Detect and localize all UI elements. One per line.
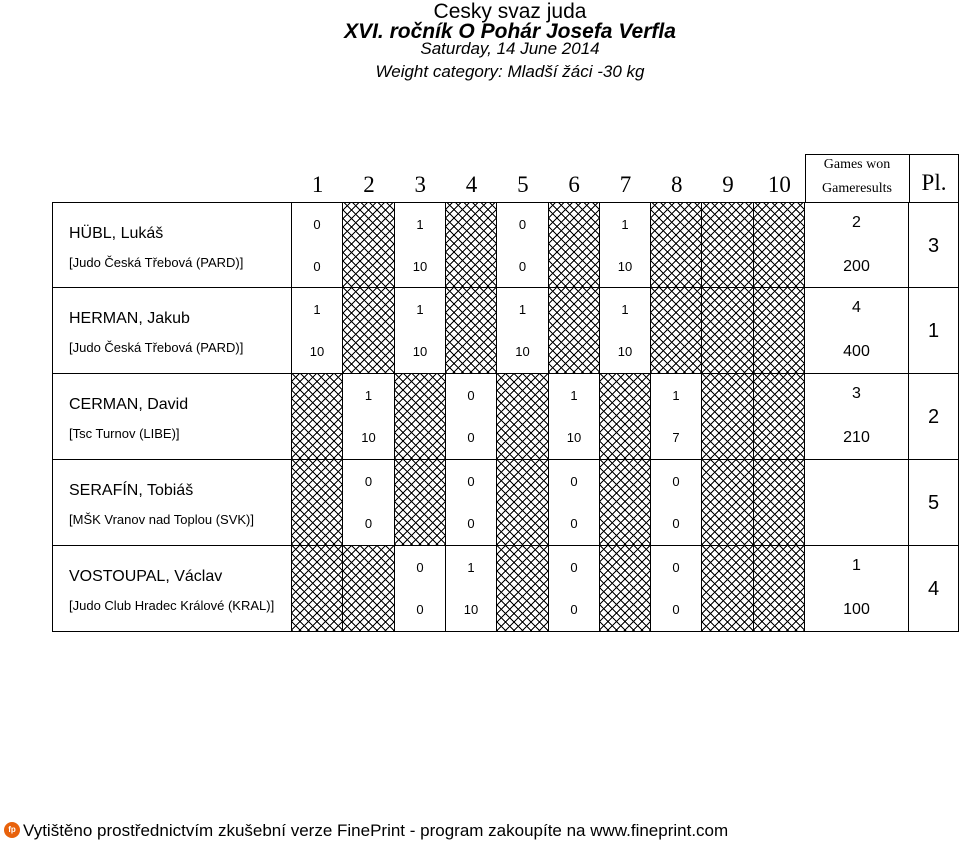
match-score: 0 [570, 602, 578, 617]
column-numbers [292, 172, 805, 200]
match-cell [549, 546, 600, 632]
competitor-club: [MŠK Vranov nad Toplou (SVK)] [69, 512, 254, 527]
match-win: 0 [364, 474, 373, 489]
table-row [52, 460, 959, 546]
column-number: 4 [465, 172, 478, 197]
competitor-club: [Judo Česká Třebová (PARD)] [69, 340, 244, 355]
match-cell [395, 288, 446, 374]
games-won-label: Games won [823, 157, 891, 172]
column-number: 8 [670, 172, 683, 197]
organization-title: Cesky svaz juda [433, 0, 587, 23]
blocked-cell [754, 374, 805, 460]
competitor-name: VOSTOUPAL, Václav [69, 568, 223, 585]
match-cell [549, 460, 600, 546]
match-cell [343, 374, 395, 460]
match-win: 0 [672, 560, 680, 575]
column-number: 6 [568, 172, 580, 197]
competitor-club: [Tsc Turnov (LIBE)] [69, 426, 180, 441]
match-win: 0 [467, 388, 475, 403]
blocked-cell [395, 460, 446, 546]
blocked-cell [497, 374, 549, 460]
match-score: 0 [313, 259, 321, 274]
match-score: 10 [361, 430, 376, 445]
match-cell [395, 546, 446, 632]
match-cell [651, 460, 702, 546]
gameresults-label: Gameresults [822, 181, 892, 196]
blocked-cell [497, 460, 549, 546]
blocked-cell [651, 202, 702, 288]
blocked-cell [343, 202, 395, 288]
blocked-cell [292, 546, 343, 632]
match-win: 0 [672, 474, 680, 489]
match-score: 10 [617, 344, 633, 359]
footer-text: Vytištěno prostřednictvím zkušební verze FinePrint - program zakoupíte na www.fineprint.com [23, 821, 729, 840]
table-row [52, 374, 959, 460]
tournament-title: XVI. ročník O Pohár Josefa Verfla [344, 20, 676, 43]
place-value: 3 [909, 202, 959, 288]
blocked-cell [702, 374, 754, 460]
games-won-cell [805, 374, 909, 460]
match-score: 10 [566, 430, 582, 445]
blocked-cell [651, 288, 702, 374]
blocked-cell [292, 374, 343, 460]
match-score: 0 [570, 516, 578, 531]
blocked-cell [754, 288, 805, 374]
match-cell [497, 202, 549, 288]
match-score: 0 [672, 602, 680, 617]
place-header: Pl. [909, 154, 959, 202]
blocked-cell [702, 288, 754, 374]
match-score: 10 [463, 602, 479, 617]
games-won-value: 3 [852, 385, 861, 402]
match-cell [446, 460, 497, 546]
match-win: 0 [570, 560, 578, 575]
match-win: 0 [570, 474, 578, 489]
competitor-name: CERMAN, David [69, 396, 189, 413]
blocked-cell [549, 202, 600, 288]
match-win: 0 [518, 217, 527, 232]
blocked-cell [497, 546, 549, 632]
blocked-cell [395, 374, 446, 460]
place-value: 1 [909, 288, 959, 374]
blocked-cell [343, 288, 395, 374]
games-won-value: 1 [852, 557, 861, 574]
games-won-cell [805, 460, 909, 546]
gameresults-value: 210 [843, 429, 870, 446]
competitor-cell [52, 202, 292, 288]
match-win: 1 [621, 217, 629, 232]
match-win: 0 [313, 217, 321, 232]
gameresults-value: 200 [843, 258, 870, 275]
competitor-cell [52, 288, 292, 374]
column-number: 7 [619, 172, 632, 197]
blocked-cell [446, 288, 497, 374]
footer [0, 820, 960, 842]
match-score: 0 [416, 602, 424, 617]
match-cell [292, 288, 343, 374]
competitor-name: HÜBL, Lukáš [69, 225, 164, 242]
competitor-cell [52, 546, 292, 632]
games-won-cell [805, 546, 909, 632]
match-score: 0 [467, 516, 475, 531]
match-win: 1 [672, 388, 680, 403]
match-score: 10 [412, 259, 428, 274]
column-number: 3 [414, 172, 426, 197]
match-score: 10 [412, 344, 428, 359]
blocked-cell [446, 202, 497, 288]
place-value: 2 [909, 374, 959, 460]
blocked-cell [754, 546, 805, 632]
competitor-club: [Judo Česká Třebová (PARD)] [69, 255, 244, 270]
match-win: 1 [621, 302, 629, 317]
match-cell [600, 288, 651, 374]
match-win: 1 [364, 388, 373, 403]
games-won-value: 2 [852, 214, 861, 231]
games-won-cell [805, 288, 909, 374]
blocked-cell [754, 202, 805, 288]
weight-category: Weight category: Mladší žáci -30 kg [375, 62, 645, 81]
games-won-value: 4 [852, 299, 861, 316]
column-number: 9 [722, 172, 734, 197]
blocked-cell [702, 546, 754, 632]
blocked-cell [549, 288, 600, 374]
match-score: 7 [672, 430, 680, 445]
column-number: 5 [517, 172, 529, 197]
match-win: 1 [313, 302, 321, 317]
competitor-name: HERMAN, Jakub [69, 310, 190, 327]
games-won-cell [805, 202, 909, 288]
match-win: 1 [416, 302, 424, 317]
match-score: 10 [617, 259, 633, 274]
match-cell [343, 460, 395, 546]
blocked-cell [600, 374, 651, 460]
column-number: 10 [767, 172, 791, 197]
match-score: 0 [364, 516, 373, 531]
match-win: 0 [416, 560, 424, 575]
table-row [52, 546, 959, 632]
blocked-cell [702, 460, 754, 546]
match-cell [600, 202, 651, 288]
column-number: 2 [363, 172, 375, 197]
match-score: 0 [518, 259, 527, 274]
competitor-club: [Judo Club Hradec Králové (KRAL)] [69, 598, 275, 613]
blocked-cell [754, 460, 805, 546]
table-row [52, 288, 959, 374]
tournament-date: Saturday, 14 June 2014 [420, 39, 600, 58]
match-cell [446, 546, 497, 632]
match-score: 10 [309, 344, 325, 359]
match-win: 0 [467, 474, 475, 489]
competitor-cell [52, 374, 292, 460]
blocked-cell [600, 460, 651, 546]
competitor-cell [52, 460, 292, 546]
match-cell [651, 546, 702, 632]
gameresults-value: 400 [843, 343, 870, 360]
competitor-name: SERAFÍN, Tobiáš [69, 482, 194, 499]
match-cell [395, 202, 446, 288]
place-value: 4 [909, 546, 959, 632]
match-win: 1 [416, 217, 424, 232]
match-cell [497, 288, 549, 374]
match-cell [549, 374, 600, 460]
match-win: 1 [518, 302, 527, 317]
match-score: 10 [515, 344, 530, 359]
table-row [52, 202, 959, 288]
match-win: 1 [467, 560, 475, 575]
match-cell [446, 374, 497, 460]
fineprint-logo-icon: fp [4, 822, 20, 838]
blocked-cell [292, 460, 343, 546]
match-score: 0 [467, 430, 475, 445]
place-value: 5 [909, 460, 959, 546]
match-cell [651, 374, 702, 460]
blocked-cell [343, 546, 395, 632]
blocked-cell [600, 546, 651, 632]
match-score: 0 [672, 516, 680, 531]
gameresults-value: 100 [843, 601, 870, 618]
blocked-cell [702, 202, 754, 288]
match-win: 1 [570, 388, 578, 403]
match-cell [292, 202, 343, 288]
column-number: 1 [311, 172, 324, 197]
